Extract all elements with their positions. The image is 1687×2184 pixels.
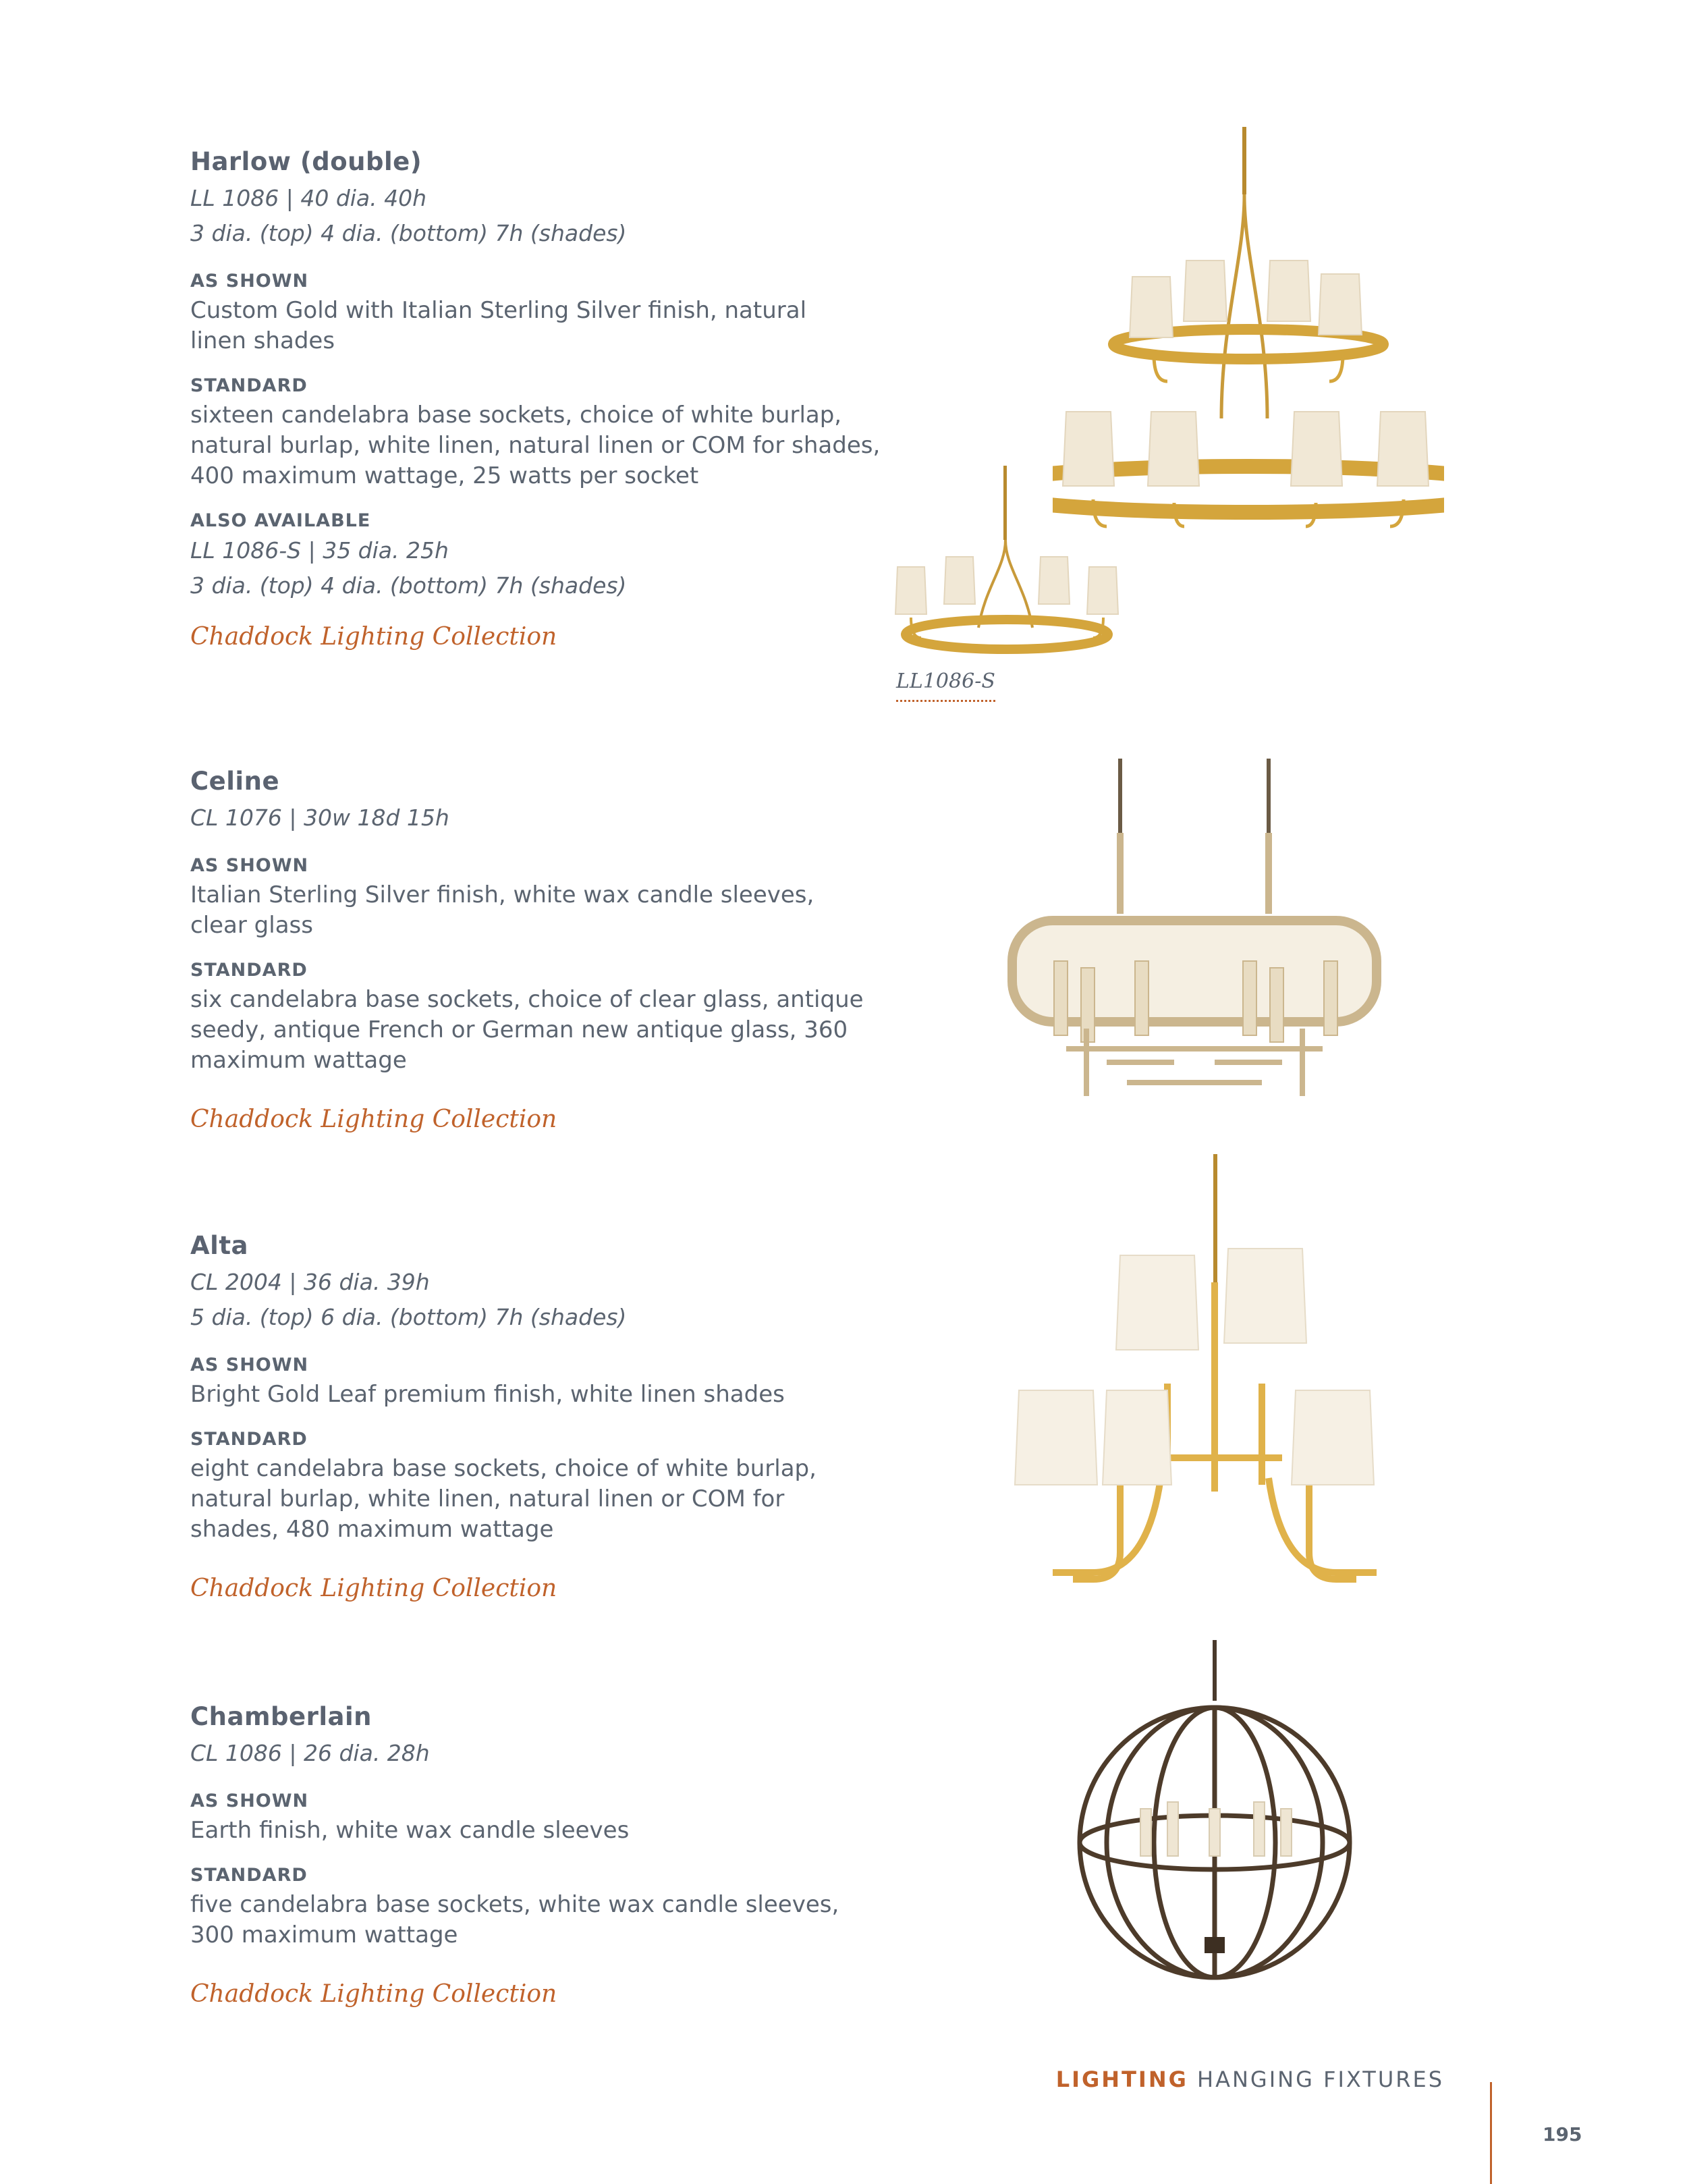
standard-label: STANDARD [190,960,308,981]
celine-lantern-image [992,759,1397,1123]
product-spec: 3 dia. (top) 4 dia. (bottom) 7h (shades) [190,220,627,246]
product-name: Chamberlain [190,1702,372,1731]
collection-name: Chaddock Lighting Collection [190,1980,557,2008]
collection-name: Chaddock Lighting Collection [190,1575,557,1602]
product-spec: 5 dia. (top) 6 dia. (bottom) 7h (shades) [190,1304,627,1330]
harlow-small-chandelier-image [884,466,1140,668]
as-shown-label: AS SHOWN [190,855,309,876]
also-available-spec: 3 dia. (top) 4 dia. (bottom) 7h (shades) [190,572,627,599]
product-spec: LL 1086 | 40 dia. 40h [190,185,427,211]
collection-name: Chaddock Lighting Collection [190,623,557,651]
product-alta [190,1231,906,1602]
as-shown-text: Bright Gold Leaf premium finish, white linen shades [190,1381,785,1408]
chamberlain-orb-image [1066,1640,1363,2018]
alta-chandelier-image [1012,1154,1390,1613]
collection-name: Chaddock Lighting Collection [190,1105,557,1133]
page-number: 195 [1543,2123,1582,2146]
product-chamberlain [190,1702,906,2008]
product-spec: CL 2004 | 36 dia. 39h [190,1269,430,1295]
footer-divider [1490,2082,1492,2184]
standard-text: eight candelabra base sockets, choice of white burlap, natural burlap, white linen, natural linen or COM for shades, 480 maximum wattage [190,1455,817,1543]
standard-text: six candelabra base sockets, choice of clear glass, antique seedy, antique French or German new antique glass, 360 maximum wattage [190,986,864,1074]
standard-text: sixteen candelabra base sockets, choice of white burlap, natural burlap, white linen, natural linen or COM for shades, 400 maximum wattage, 25 watts per socket [190,402,881,489]
footer-subsection: HANGING FIXTURES [1197,2067,1444,2092]
standard-label: STANDARD [190,1865,308,1886]
footer-section-label [1056,2067,1444,2092]
standard-text: five candelabra base sockets, white wax candle sleeves, 300 maximum wattage [190,1891,839,1948]
as-shown-label: AS SHOWN [190,1791,309,1811]
product-name: Alta [190,1231,248,1260]
also-available-spec: LL 1086-S | 35 dia. 25h [190,537,449,564]
also-available-label: ALSO AVAILABLE [190,510,371,531]
as-shown-text: Earth finish, white wax candle sleeves [190,1817,630,1844]
as-shown-text: Custom Gold with Italian Sterling Silver finish, natural linen shades [190,297,807,354]
product-celine [190,767,906,1133]
product-name: Harlow (double) [190,147,422,176]
standard-label: STANDARD [190,375,308,396]
image-caption: LL1086-S [896,670,995,702]
as-shown-text: Italian Sterling Silver finish, white wax candle sleeves, clear glass [190,881,814,939]
product-name: Celine [190,767,280,796]
as-shown-label: AS SHOWN [190,271,309,292]
as-shown-label: AS SHOWN [190,1355,309,1375]
product-spec: CL 1076 | 30w 18d 15h [190,804,449,831]
product-harlow [190,147,906,651]
footer-section: LIGHTING [1055,2067,1188,2092]
product-spec: CL 1086 | 26 dia. 28h [190,1740,430,1766]
standard-label: STANDARD [190,1429,308,1450]
